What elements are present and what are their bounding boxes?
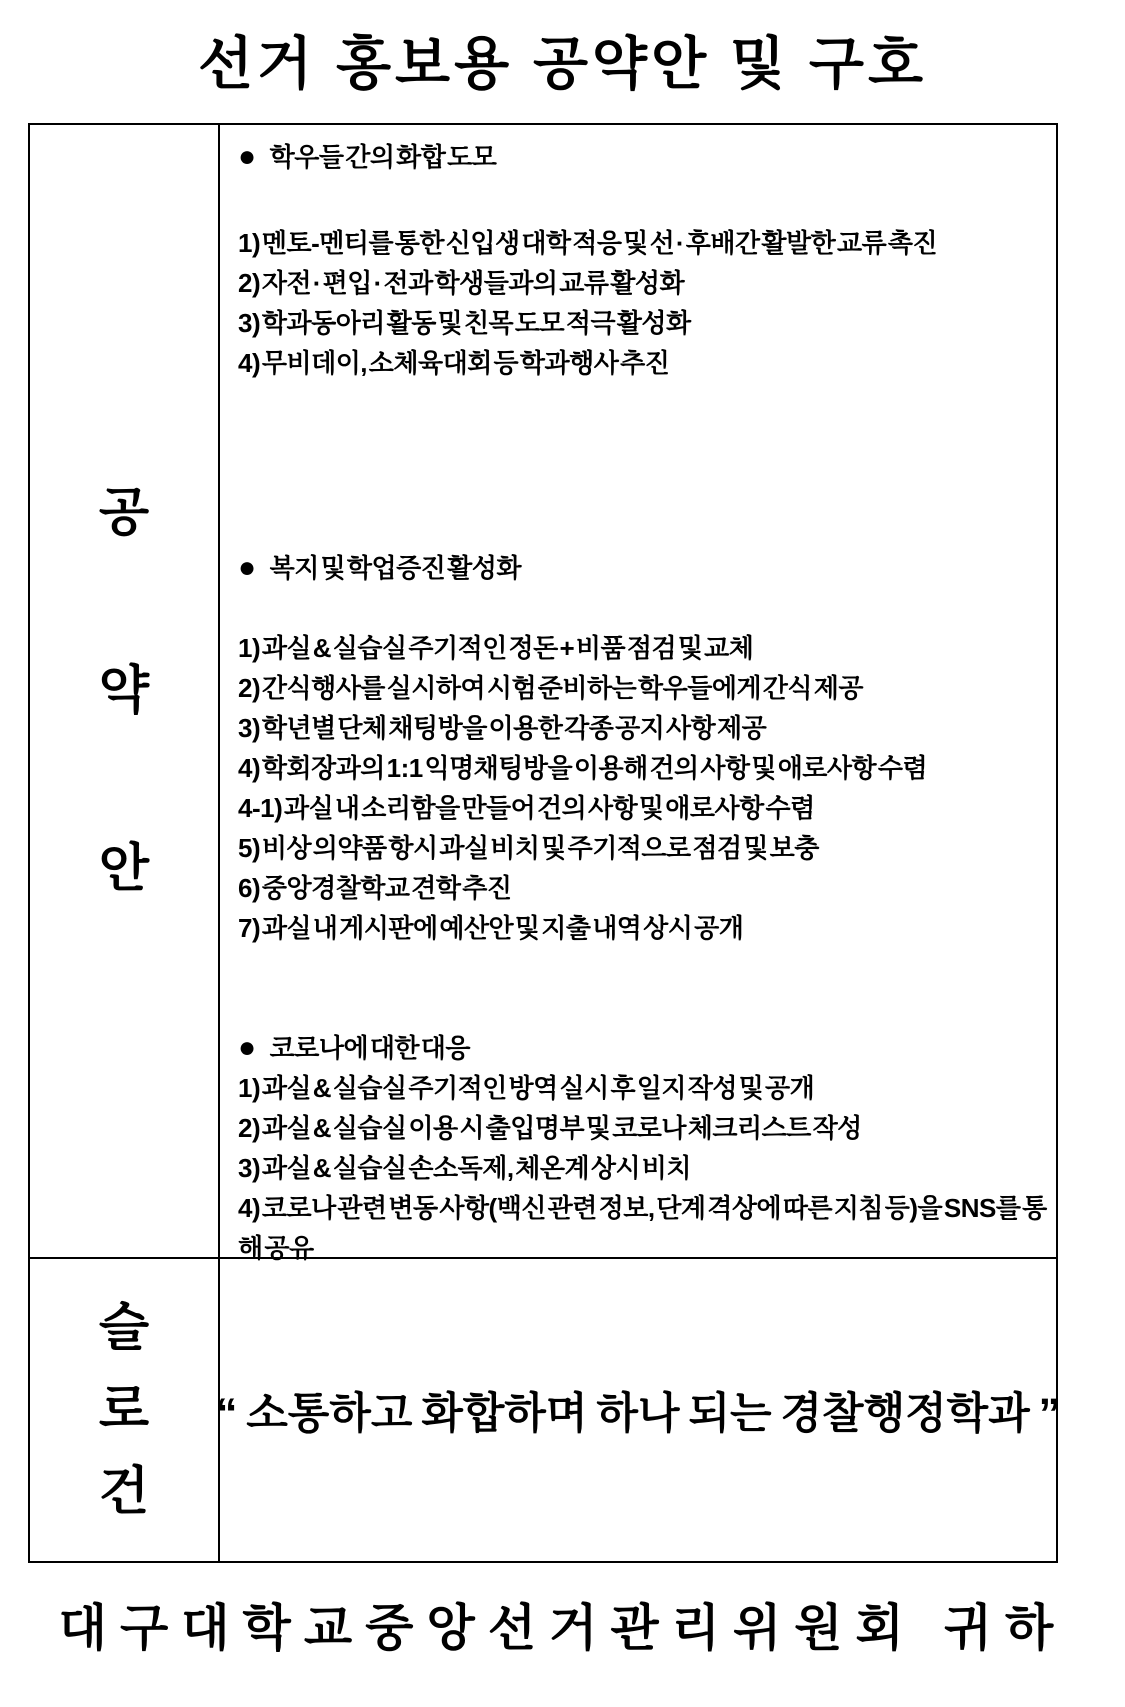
bullet-icon: ● <box>238 1031 256 1064</box>
pledge-item: 5) 비상 의약품 항시 과실 비치 및 주기적으로 점검 및 보충 <box>238 833 819 863</box>
pledge-item: 4) 학회장과의 1:1 익명채팅방을 이용해 건의 사항 및 애로사항 수렴 <box>238 753 928 783</box>
pledge-header-char: 안 <box>98 840 150 898</box>
pledge-item: 1) 과실 & 실습실 주기적인 방역 실시 후 일지 작성 및 공개 <box>238 1073 815 1103</box>
pledge-item: 3) 학과동아리 활동 및 친목 도모 적극 활성화 <box>238 308 691 338</box>
section-heading: 학우들 간의 화합 도모 <box>269 142 497 172</box>
pledge-section-harmony <box>238 137 1048 383</box>
pledge-item: 2) 과실 & 실습실 이용 시 출입명부 및 코로나 체크리스트 작성 <box>238 1113 862 1143</box>
slogan-row-header <box>30 1259 220 1561</box>
pledge-item: 6) 중앙경찰학교 견학 추진 <box>238 873 512 903</box>
slogan-text: “ 소통하고 화합하며 하나 되는 경찰행정학과 ” <box>215 1389 1061 1438</box>
pledge-item: 4) 무비데이, 소체육대회 등 학과행사 추진 <box>238 348 670 378</box>
pledge-item: 4) 코로나 관련 변동 사항(백신 관련 정보, 단계 격상에 따른 지침 등)을 SNS를 통해 공유 <box>238 1193 1047 1263</box>
pledge-header-char: 공 <box>98 484 150 542</box>
pledge-item: 4-1) 과실 내 소리함을 만들어 건의 사항 및 애로사항 수렴 <box>238 793 815 823</box>
slogan-header-char: 슬 <box>98 1299 150 1357</box>
pledge-item: 2) 간식행사를 실시하여 시험 준비하는 학우들에게 간식 제공 <box>238 673 863 703</box>
slogan-header-char: 건 <box>98 1463 150 1521</box>
section-heading: 복지 및 학업증진 활성화 <box>269 553 521 583</box>
footer-recipient: 대구대학교중앙선거관리위원회 귀하 <box>58 1600 1067 1656</box>
pledge-item: 1) 멘토-멘티를 통한 신입생 대학 적응 및 선 · 후배간 활발한 교류 촉진 <box>238 228 938 258</box>
pledge-table <box>28 123 1061 1563</box>
pledge-item: 1) 과실 & 실습실 주기적인 정돈 + 비품 점검 및 교체 <box>238 633 754 663</box>
pledge-item: 7) 과실 내 게시판에 예산안 및 지출 내역 상시 공개 <box>238 913 744 943</box>
bullet-icon: ● <box>238 551 256 584</box>
pledge-item: 3) 과실 & 실습실 손소독제, 체온계 상시 비치 <box>238 1153 692 1183</box>
slogan-header-char: 로 <box>98 1381 150 1439</box>
slogan-row <box>30 1259 1061 1561</box>
pledge-row <box>30 125 1056 1263</box>
pledge-item: 2) 자전 · 편입 · 전과 학생들과의 교류 활성화 <box>238 268 685 298</box>
pledge-row-header <box>30 125 220 1257</box>
pledge-section-covid <box>238 1028 1048 1268</box>
pledge-content-cell <box>220 125 1056 1263</box>
bullet-icon: ● <box>238 140 256 173</box>
pledge-header-char: 약 <box>98 662 150 720</box>
pledge-item: 3) 학년별 단체 채팅방을 이용한 각종 공지 사항 제공 <box>238 713 767 743</box>
page-title: 선거 홍보용 공약안 및 구호 <box>197 32 928 96</box>
section-heading: 코로나에 대한 대응 <box>269 1033 471 1063</box>
pledge-section-welfare <box>238 548 1048 948</box>
